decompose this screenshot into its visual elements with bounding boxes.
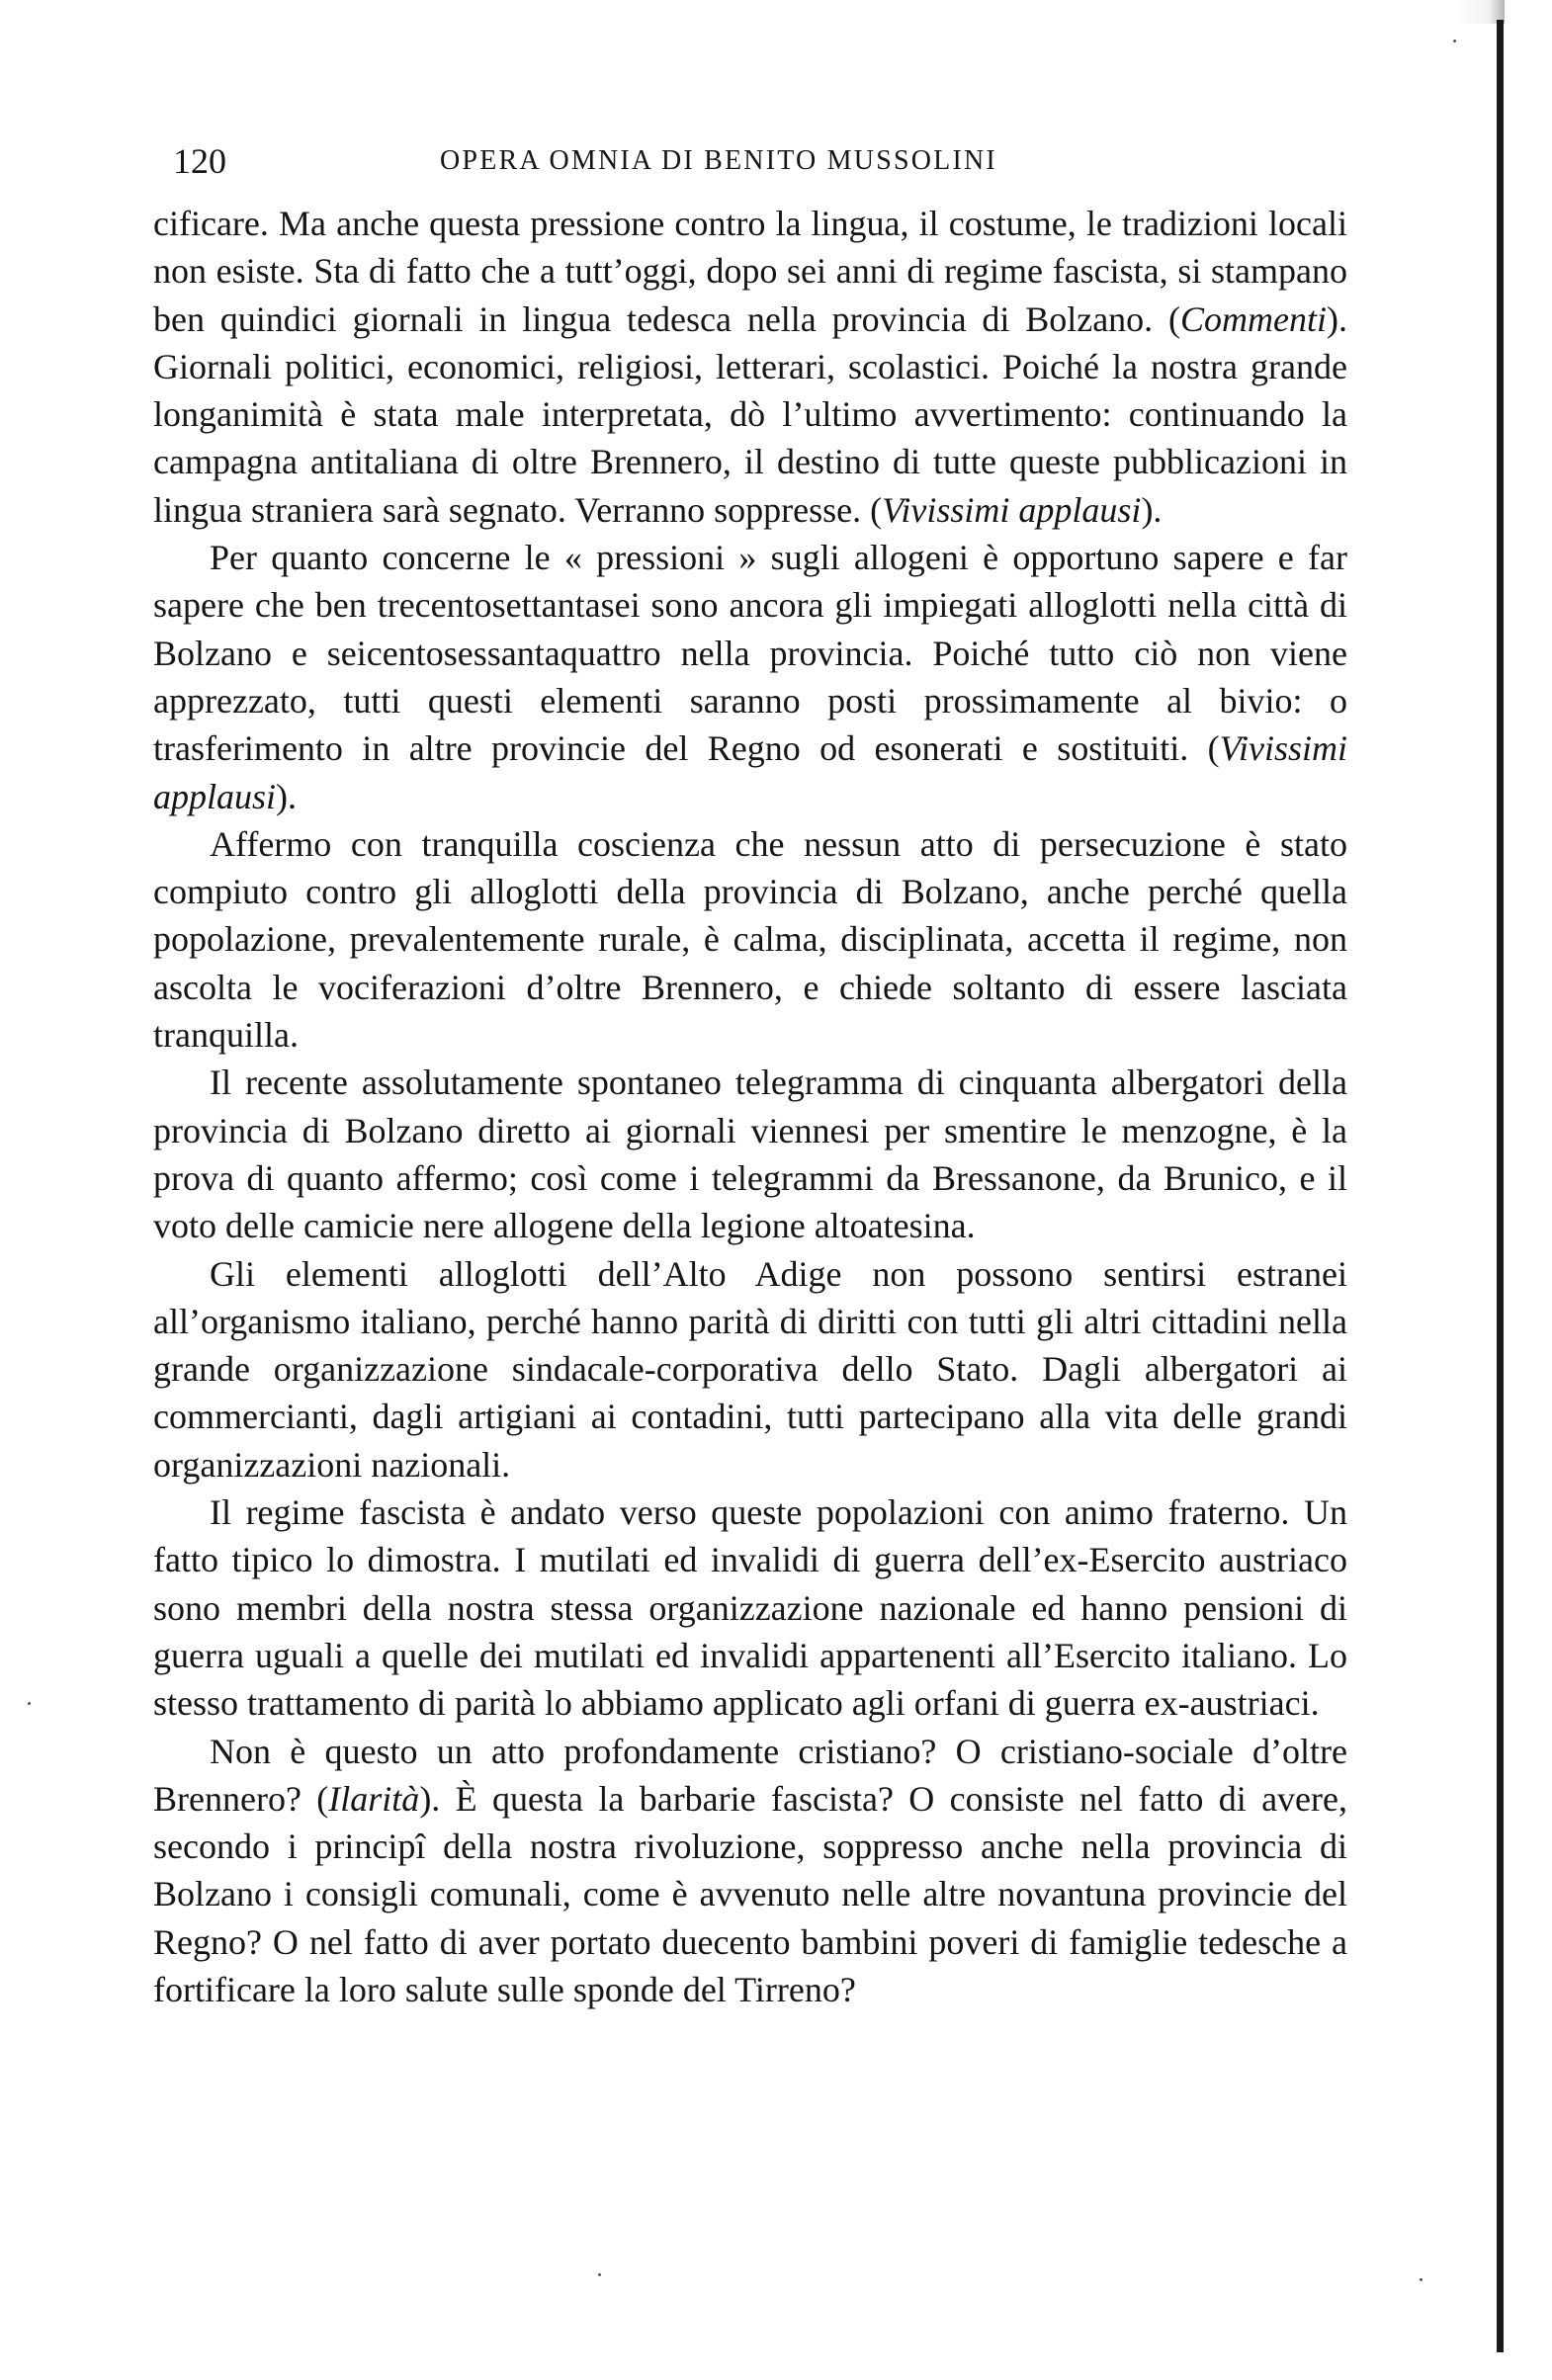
paragraph-7: Non è questo un atto profondamente cristiano? O cristiano-sociale d’oltre Brennero? (Ilarità). È questa la barbarie fascista? O consiste nel fatto di avere, secondo i principî della nostra rivoluzione, soppresso anche nella provincia di Bolzano i consigli comunali, come è avvenuto nelle altre novantuna provincie del Regno? O nel fatto di aver portato duecento bambini poveri di famiglie tedesche a fortificare la loro salute sulle sponde del Tirreno? — [153, 1731, 1348, 2009]
scan-speck — [28, 1702, 31, 1705]
paragraph-1: cificare. Ma anche questa pressione contro la lingua, il costume, le tradizioni locali non esiste. Sta di fatto che a tutt’oggi, dopo sei anni di regime fascista, si stampano ben quindici giornali in lingua tedesca nella provincia di Bolzano. (Commenti). Giornali politici, economici, religiosi, letterari, scolastici. Poiché la nostra grande longanimità è stata male interpretata, dò l’ultimo avvertimento: continuando la campagna antitaliana di oltre Brennero, il destino di tutte queste pubblicazioni in lingua straniera sarà segnato. Verranno soppresse. (Vivissimi applausi). — [153, 204, 1347, 530]
running-title: OPERA OMNIA DI BENITO MUSSOLINI — [440, 145, 997, 176]
scan-speck — [1453, 40, 1456, 42]
paragraph-4: Il recente assolutamente spontaneo telegramma di cinquanta albergatori della provincia di Bolzano diretto ai giornali viennesi per smentire le menzogne, è la prova di quanto affermo; così come i telegrammi da Bressanone, da Brunico, e il voto delle camicie nere allogene della legione altoatesina. — [153, 1062, 1347, 1246]
page-header — [173, 136, 1339, 186]
paragraph-2: Per quanto concerne le « pressioni » sugli allogeni è opportuno sapere e far sapere che ben trecentosettantasei sono ancora gli impiegati alloglotti nella città di Bolzano e seicentosessantaquattro nella provincia. Poiché tutto ciò non viene apprezzato, tutti questi elementi saranno posti prossimamente al bivio: o trasferimento in altre provincie del Regno od esonerati e sostituiti. (Vivissimi applausi). — [153, 538, 1347, 816]
paragraph-5: Gli elementi alloglotti dell’Alto Adige non possono sentirsi estranei all’organismo italiano, perché hanno parità di diritti con tutti gli altri cittadini nella grande organizzazione sindacale-corporativa dello Stato. Dagli albergatori ai commercianti, dagli artigiani ai contadini, tutti partecipano alla vita delle grandi organizzazioni nazionali. — [153, 1253, 1347, 1485]
body-text — [153, 200, 1347, 2013]
paragraph-6: Il regime fascista è andato verso queste popolazioni con animo fraterno. Un fatto tipico lo dimostra. I mutilati ed invalidi di guerra dell’ex-Esercito austriaco sono membri della nostra stessa organizzazione nazionale ed hanno pensioni di guerra uguali a quelle dei mutilati ed invalidi appartenenti all’Esercito italiano. Lo stesso trattamento di parità lo abbiamo applicato agli orfani di guerra ex-austriaci. — [153, 1492, 1347, 1724]
page-number: 120 — [173, 141, 226, 181]
stage-direction: Ilarità — [328, 1778, 420, 1819]
stage-direction: Vivissimi applausi — [153, 728, 1347, 816]
page-edge-shadow — [1497, 20, 1504, 2352]
paragraph-3: Affermo con tranquilla coscienza che nessun atto di persecuzione è stato compiuto contro gli alloglotti della provincia di Bolzano, anche perché quella popolazione, prevalentemente rurale, è calma, disciplinata, accetta il regime, non ascolta le vociferazioni d’oltre Brennero, e chiede soltanto di essere lasciata tranquilla. — [153, 823, 1347, 1056]
scan-speck — [1420, 2278, 1423, 2281]
stage-direction: Vivissimi applausi — [882, 489, 1142, 530]
scan-speck — [598, 2273, 601, 2276]
stage-direction: Commenti — [1180, 298, 1327, 339]
